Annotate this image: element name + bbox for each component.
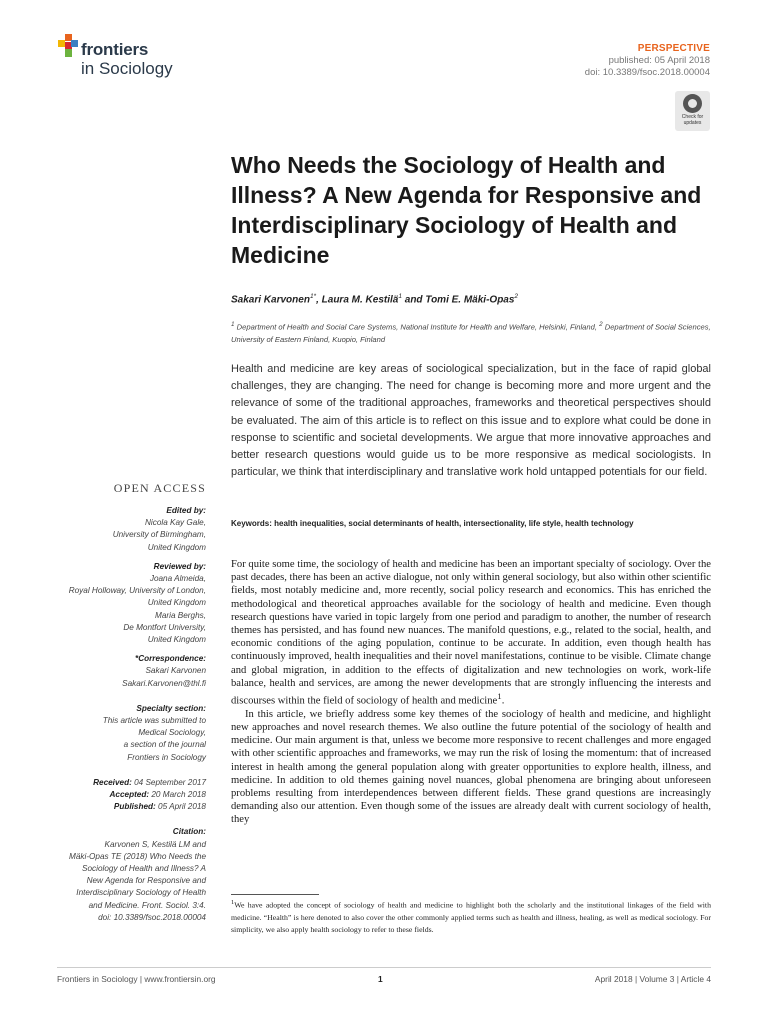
footnote-divider <box>231 894 319 895</box>
footnote-text: We have adopted the concept of sociology of health and medicine to highlight both the scholarly and the institutional linkages of the field with medicine. “Health” is here denoted to also cover the other commonly applied terms such as health and illness, healing, as well as medical sociology. For simplicity, we also apply health sociology to refer to these fields. <box>231 900 711 935</box>
editor-line[interactable]: Nicola Kay Gale, <box>145 518 206 528</box>
specialty-line: a section of the journal <box>123 740 206 750</box>
frontiers-logo-icon <box>57 34 79 60</box>
journal-name: in Sociology <box>81 59 173 78</box>
editor-line: University of Birmingham, <box>112 530 206 540</box>
received-label: Received: <box>93 777 132 787</box>
specialty-line: Frontiers in Sociology <box>127 752 206 762</box>
published-date-sidebar <box>0 801 206 813</box>
accepted-value: 20 March 2018 <box>149 790 206 800</box>
reviewer-line: United Kingdom <box>147 635 206 645</box>
open-access-label: OPEN ACCESS <box>113 481 206 495</box>
footnote-number: 1 <box>231 899 235 906</box>
citation-line: Mäki-Opas TE (2018) Who Needs the <box>69 851 206 861</box>
article-doi[interactable]: doi: 10.3389/fsoc.2018.00004 <box>584 67 710 78</box>
accepted-date <box>0 789 206 801</box>
citation-line: Sociology of Health and Illness? A <box>82 864 206 874</box>
author-affil-sup: 1* <box>309 293 317 300</box>
author-name[interactable]: Tomi E. Mäki-Opas <box>425 294 515 306</box>
footer-journal-link[interactable]: Frontiers in Sociology | www.frontiersin.org <box>57 974 216 984</box>
brand-name: frontiers <box>81 40 149 59</box>
received-date <box>0 777 206 789</box>
author-list <box>231 293 711 305</box>
footnote <box>231 897 711 936</box>
author-name[interactable]: Sakari Karvonen <box>231 294 310 306</box>
author-affil-sup: 2 <box>514 293 519 300</box>
check-for-updates-badge[interactable] <box>675 91 710 131</box>
reviewer-line[interactable]: Joana Almeida, <box>149 574 206 584</box>
edited-by-label: Edited by: <box>166 506 206 515</box>
affiliation: Department of Social Sciences, University of Eastern Finland, Kuopio, Finland <box>231 322 711 344</box>
affil-sup: 1 <box>231 321 235 328</box>
article-meta <box>585 43 710 79</box>
correspondence-email[interactable]: Sakari.Karvonen@thl.fi <box>122 678 206 688</box>
affil-sup: 2 <box>599 321 603 328</box>
reviewer-line: Royal Holloway, University of London, <box>68 586 206 596</box>
affiliations <box>231 319 711 346</box>
paragraph-end: . <box>501 695 505 707</box>
accepted-label: Accepted: <box>109 790 150 800</box>
reviewed-by-label: Reviewed by: <box>153 561 206 571</box>
editor-line: United Kingdom <box>147 542 206 552</box>
specialty-line: Medical Sociology, <box>138 728 206 738</box>
published-date: published: 05 April 2018 <box>608 55 710 66</box>
reviewer-line[interactable]: Maria Berghs, <box>155 610 206 620</box>
author-name[interactable]: Laura M. Kestilä <box>321 294 399 306</box>
keywords-label: Keywords: <box>231 519 272 528</box>
published-label: Published: <box>113 802 156 812</box>
footer-divider <box>57 967 711 968</box>
citation-line: New Agenda for Responsive and <box>86 876 206 886</box>
specialty-line: This article was submitted to <box>102 716 206 726</box>
correspondence-name: Sakari Karvonen <box>145 666 206 676</box>
citation-label: Citation: <box>172 827 206 837</box>
keywords <box>231 519 711 528</box>
citation-line: and Medicine. Front. Sociol. 3:4. <box>88 900 206 910</box>
footer-issue-info: April 2018 | Volume 3 | Article 4 <box>594 974 711 984</box>
citation-line: Interdisciplinary Sociology of Health <box>76 888 206 898</box>
reviewer-line: United Kingdom <box>147 598 206 608</box>
body-paragraph: In this article, we briefly address some key themes of the sociology of health and medicine, and highlight new approaches and novel research themes. We also outline the future potential of the sociology of health and medicine. Our main argument is that, unless we become more responsive to recent challenges and more engaged with other scientific approaches and frameworks, we may run the risk of losing the momentum: that of increased interest in health among the general population along with greater opportunities to explore health, illness, and medicine. In addition to old themes gaining novel nuances, global phenomena are bringing about unforeseen problems resulting from interdependences between different fields. These grand questions are increasingly demanding also our attention. Even though some of the issues are already dealt with current sociology of health, they <box>231 708 711 826</box>
abstract: Health and medicine are key areas of sociological specialization, but in the face of rapid global challenges, they are changing. The need for change is becoming more and more urgent and the relevance of some of the traditional approaches, frameworks and theoretical perspectives should be evaluated. The aim of this article is to reflect on this issue and to explore what could be done in response to scientific and societal developments. We argue that more innovative approaches and better research questions would guide us to be more responsive as medical sociologists. In particular, we think that interdisciplinary and translative work hold untapped potentials for our field. <box>231 363 711 479</box>
correspondence-label: *Correspondence: <box>135 654 206 664</box>
keywords-list: health inequalities, social determinants of health, intersectionality, life style, health technology <box>271 519 634 528</box>
published-value: 05 April 2018 <box>155 802 206 812</box>
check-updates-label: Check for updates <box>681 114 704 126</box>
received-value: 04 September 2017 <box>131 777 206 787</box>
reviewer-line: De Montfort University, <box>123 622 206 632</box>
body-paragraph <box>231 558 711 708</box>
author-affil-sup: 1 <box>398 293 402 300</box>
citation-line: Karvonen S, Kestilä LM and <box>104 839 206 849</box>
paragraph-text: For quite some time, the sociology of health and medicine has been an important specialty of sociology. Over the past decades, there has been an active dialogue, not only within general sociology, but also within other scientific fields, most notably medicine and, more recently, social policy research and economics. This has enriched the methodological and theoretical approaches available for the sociology of health and medicine. Even though research questions have varied in topic largely from one period and paradigm to another, the number of research themes has persisted, and has found new nuances. The manifold questions, e.g., related to the social, health, and economic conditions of the aging population, continue to be accurate. In addition, even though health has continuously improved, health inequalities and their novel manifestations, continue to be visible. Climate change and global migration, in addition to the effects of digitalization and new technologies on work, work-life balance, health and services, are among the newer developments that are strongly influencing the interests and discourses within the field of sociology of health and medicine <box>231 559 712 707</box>
page-number: 1 <box>378 974 383 984</box>
author-separator: and <box>401 294 426 306</box>
article-title: Who Needs the Sociology of Health and Illness? A New Agenda for Responsive and Interdisciplinary Sociology of Health and Medicine <box>231 152 702 268</box>
specialty-label: Specialty section: <box>136 703 206 713</box>
affiliation: Department of Health and Social Care Systems, National Institute for Health and Welfare, Helsinki, Finland, <box>234 322 600 332</box>
journal-logo[interactable] <box>57 34 197 82</box>
article-info-sidebar <box>0 505 206 924</box>
check-updates-icon <box>683 94 702 113</box>
article-body <box>231 558 711 827</box>
citation-doi[interactable]: doi: 10.3389/fsoc.2018.00004 <box>98 912 206 922</box>
author-separator: , <box>316 294 322 306</box>
footnote-ref[interactable]: 1 <box>497 691 502 702</box>
article-type: PERSPECTIVE <box>637 43 710 54</box>
